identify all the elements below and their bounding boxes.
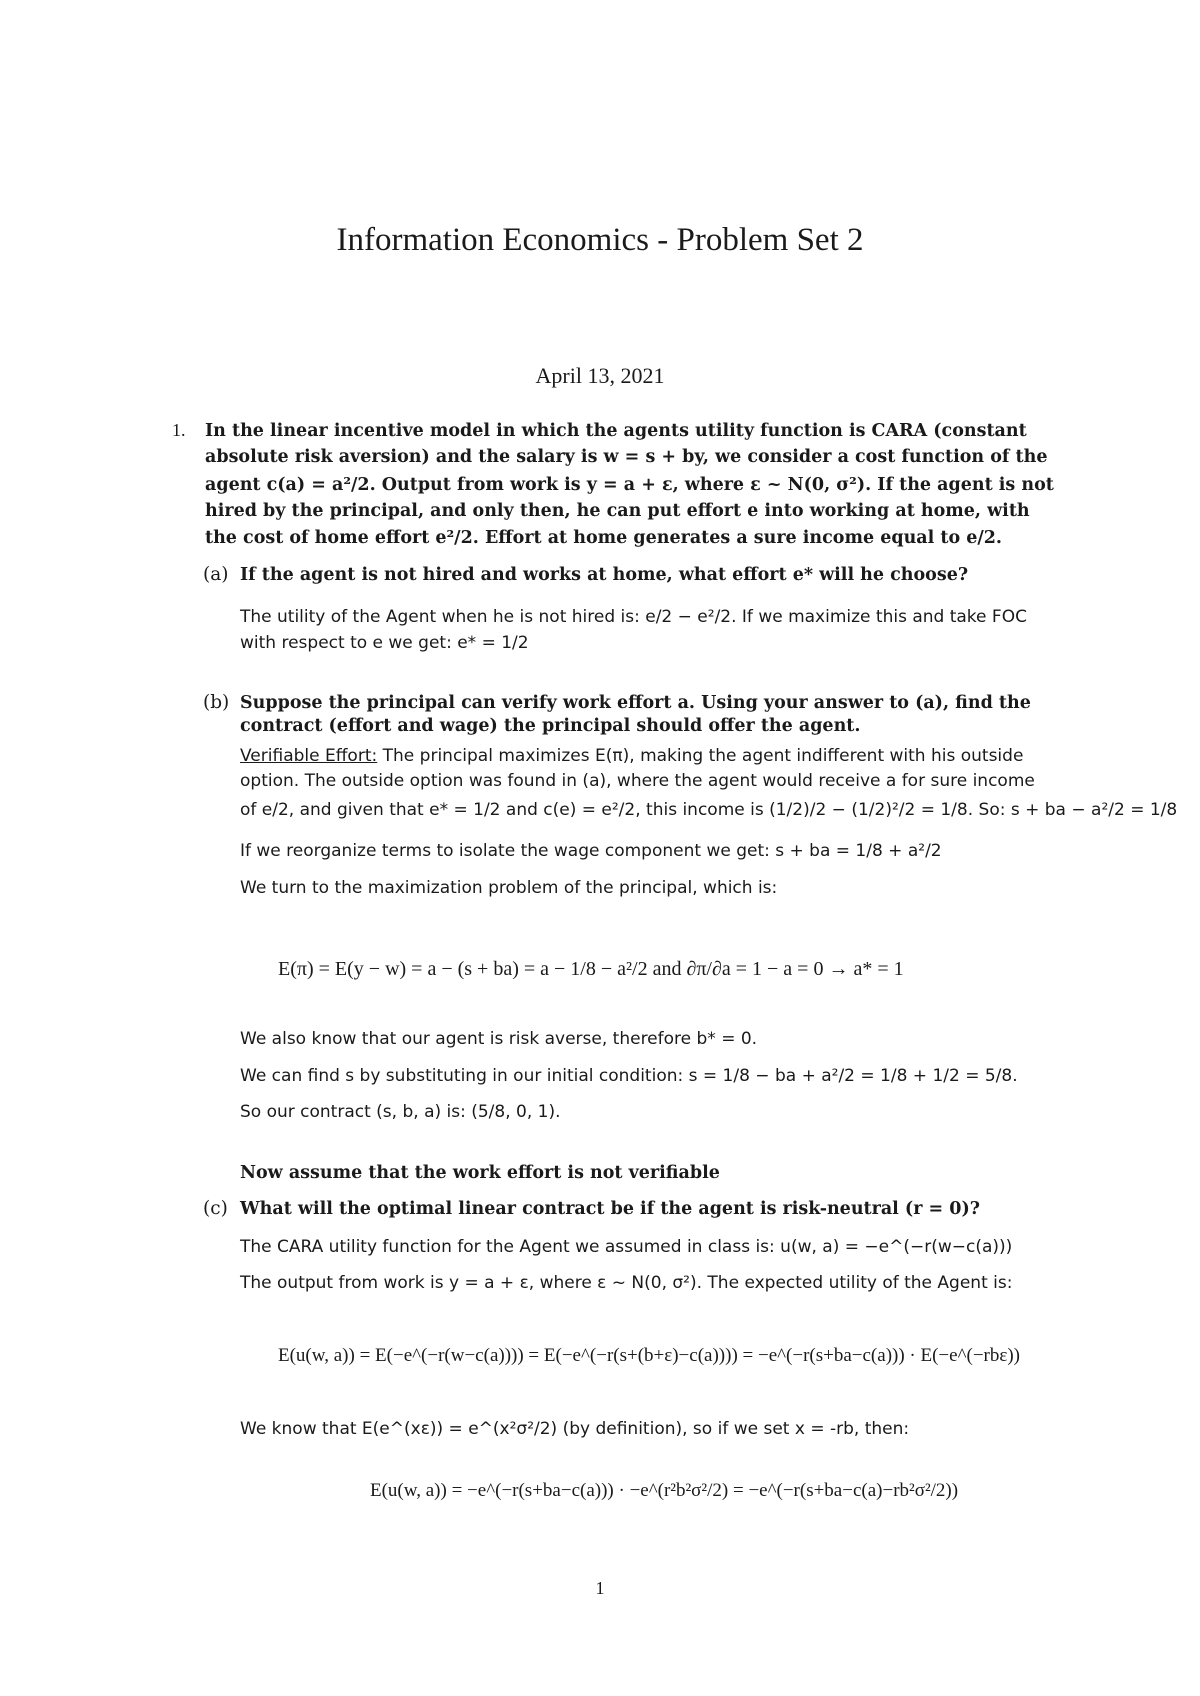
part-b-answer-line-4: If we reorganize terms to isolate the wage component we get: s + ba = 1/8 + a²/2 xyxy=(240,841,942,861)
principal-maximization-equation: E(π) = E(y − w) = a − (s + ba) = a − 1/8 − a²/2 and ∂π/∂a = 1 − a = 0 → a* = 1 xyxy=(278,958,904,980)
part-b-label: (b) xyxy=(203,692,230,713)
verifiable-effort-label: Verifiable Effort: xyxy=(240,746,378,766)
part-a-label: (a) xyxy=(203,564,229,585)
document-title: Information Economics - Problem Set 2 xyxy=(336,222,864,258)
part-b-answer-line-3: of e/2, and given that e* = 1/2 and c(e) = e²/2, this income is (1/2)/2 − (1/2)²/2 = 1/8. So: s + ba − a²/2 = 1/8 xyxy=(240,800,1178,820)
part-c-line-1: The CARA utility function for the Agent we assumed in class is: u(w, a) = −e^(−r(w−c(a))) xyxy=(240,1237,1013,1257)
part-b-result-line-2: We can find s by substituting in our initial condition: s = 1/8 − ba + a²/2 = 1/8 + 1/2 = 5/8. xyxy=(240,1066,1018,1086)
part-c-question: What will the optimal linear contract be if the agent is risk-neutral (r = 0)? xyxy=(240,1199,980,1219)
part-b-result-line-3: So our contract (s, b, a) is: (5/8, 0, 1). xyxy=(240,1102,561,1122)
part-b-result-line-1: We also know that our agent is risk averse, therefore b* = 0. xyxy=(240,1029,758,1049)
part-a-answer-line-1: The utility of the Agent when he is not hired is: e/2 − e²/2. If we maximize this and take FOC xyxy=(240,607,1027,627)
part-b-answer-line-5: We turn to the maximization problem of the principal, which is: xyxy=(240,878,778,898)
not-verifiable-heading: Now assume that the work effort is not verifiable xyxy=(240,1163,720,1183)
part-c-line-2: The output from work is y = a + ε, where ε ~ N(0, σ²). The expected utility of the Agent is: xyxy=(240,1273,1013,1293)
part-b-question-line-1: Suppose the principal can verify work effort a. Using your answer to (a), find the xyxy=(240,693,1031,713)
q1-line-2: absolute risk aversion) and the salary is w = s + by, we consider a cost function of the xyxy=(205,447,1048,467)
q1-line-5: the cost of home effort e²/2. Effort at home generates a sure income equal to e/2. xyxy=(205,528,1003,548)
part-a-question: If the agent is not hired and works at home, what effort e* will he choose? xyxy=(240,565,969,585)
part-c-label: (c) xyxy=(203,1198,228,1219)
part-b-answer-text-1: The principal maximizes E(π), making the agent indifferent with his outside xyxy=(377,746,1024,766)
expected-utility-equation: E(u(w, a)) = E(−e^(−r(w−c(a)))) = E(−e^(−r(s+(b+ε)−c(a)))) = −e^(−r(s+ba−c(a))) · E(−e^(−rbε)) xyxy=(278,1345,1021,1366)
document-date: April 13, 2021 xyxy=(535,363,665,388)
expected-utility-result-equation: E(u(w, a)) = −e^(−r(s+ba−c(a))) · −e^(r²b²σ²/2) = −e^(−r(s+ba−c(a)−rb²σ²/2)) xyxy=(370,1480,959,1501)
question-number: 1. xyxy=(172,420,186,440)
part-a-answer-line-2: with respect to e we get: e* = 1/2 xyxy=(240,633,529,653)
part-c-line-3: We know that E(e^(xε)) = e^(x²σ²/2) (by definition), so if we set x = -rb, then: xyxy=(240,1419,910,1439)
part-b-answer-line-1 xyxy=(240,743,1023,769)
part-b-question-line-2: contract (effort and wage) the principal should offer the agent. xyxy=(240,716,861,736)
q1-line-4: hired by the principal, and only then, he can put effort e into working at home, with xyxy=(205,501,1030,521)
page-number: 1 xyxy=(595,1578,605,1598)
q1-line-1: In the linear incentive model in which the agents utility function is CARA (constant xyxy=(205,421,1027,441)
q1-line-3: agent c(a) = a²/2. Output from work is y = a + ε, where ε ~ N(0, σ²). If the agent is not xyxy=(205,475,1054,495)
part-b-answer-line-2: option. The outside option was found in (a), where the agent would receive a for sure income xyxy=(240,771,1035,791)
